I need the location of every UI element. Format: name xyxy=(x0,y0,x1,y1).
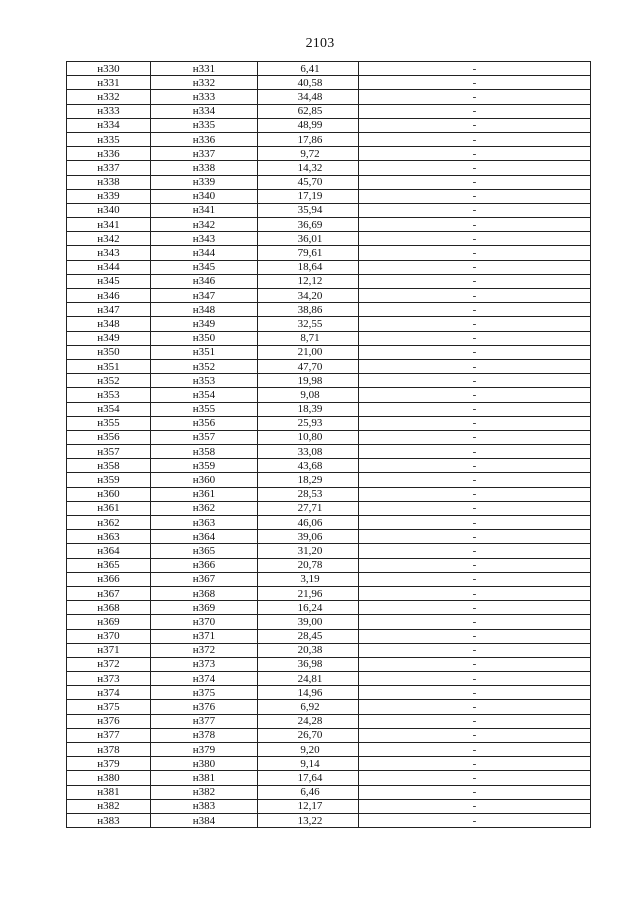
to-point-cell: н334 xyxy=(151,104,258,118)
distance-cell: 16,24 xyxy=(258,601,359,615)
from-point-cell: н362 xyxy=(67,516,151,530)
to-point-cell: н382 xyxy=(151,785,258,799)
to-point-cell: н347 xyxy=(151,289,258,303)
to-point-cell: н331 xyxy=(151,62,258,76)
note-cell: - xyxy=(359,672,591,686)
table-row xyxy=(67,544,591,558)
to-point-cell: н380 xyxy=(151,757,258,771)
to-point-cell: н344 xyxy=(151,246,258,260)
from-point-cell: н349 xyxy=(67,331,151,345)
table-row xyxy=(67,218,591,232)
from-point-cell: н368 xyxy=(67,601,151,615)
note-cell: - xyxy=(359,374,591,388)
table-row xyxy=(67,345,591,359)
table-row xyxy=(67,203,591,217)
to-point-cell: н353 xyxy=(151,374,258,388)
distance-cell: 46,06 xyxy=(258,516,359,530)
from-point-cell: н380 xyxy=(67,771,151,785)
to-point-cell: н352 xyxy=(151,359,258,373)
table-row xyxy=(67,643,591,657)
note-cell: - xyxy=(359,274,591,288)
to-point-cell: н354 xyxy=(151,388,258,402)
from-point-cell: н335 xyxy=(67,132,151,146)
table-row xyxy=(67,161,591,175)
from-point-cell: н334 xyxy=(67,118,151,132)
to-point-cell: н336 xyxy=(151,132,258,146)
note-cell: - xyxy=(359,430,591,444)
from-point-cell: н370 xyxy=(67,629,151,643)
from-point-cell: н381 xyxy=(67,785,151,799)
from-point-cell: н377 xyxy=(67,728,151,742)
note-cell: - xyxy=(359,147,591,161)
to-point-cell: н384 xyxy=(151,813,258,827)
note-cell: - xyxy=(359,303,591,317)
note-cell: - xyxy=(359,203,591,217)
table-row xyxy=(67,147,591,161)
distance-cell: 31,20 xyxy=(258,544,359,558)
distance-cell: 34,48 xyxy=(258,90,359,104)
distance-cell: 28,53 xyxy=(258,487,359,501)
note-cell: - xyxy=(359,700,591,714)
table-row xyxy=(67,516,591,530)
distance-cell: 21,96 xyxy=(258,586,359,600)
note-cell: - xyxy=(359,331,591,345)
note-cell: - xyxy=(359,643,591,657)
to-point-cell: н372 xyxy=(151,643,258,657)
to-point-cell: н357 xyxy=(151,430,258,444)
from-point-cell: н340 xyxy=(67,203,151,217)
table-row xyxy=(67,473,591,487)
table-row xyxy=(67,799,591,813)
distance-cell: 39,06 xyxy=(258,530,359,544)
note-cell: - xyxy=(359,189,591,203)
to-point-cell: н375 xyxy=(151,686,258,700)
note-cell: - xyxy=(359,743,591,757)
distance-cell: 18,29 xyxy=(258,473,359,487)
from-point-cell: н358 xyxy=(67,459,151,473)
distance-cell: 13,22 xyxy=(258,813,359,827)
to-point-cell: н337 xyxy=(151,147,258,161)
from-point-cell: н332 xyxy=(67,90,151,104)
table-row xyxy=(67,402,591,416)
from-point-cell: н363 xyxy=(67,530,151,544)
distance-cell: 6,46 xyxy=(258,785,359,799)
to-point-cell: н373 xyxy=(151,657,258,671)
table-row xyxy=(67,232,591,246)
note-cell: - xyxy=(359,118,591,132)
from-point-cell: н346 xyxy=(67,289,151,303)
note-cell: - xyxy=(359,289,591,303)
note-cell: - xyxy=(359,416,591,430)
from-point-cell: н350 xyxy=(67,345,151,359)
distance-cell: 18,64 xyxy=(258,260,359,274)
table-row xyxy=(67,331,591,345)
to-point-cell: н350 xyxy=(151,331,258,345)
table-row xyxy=(67,76,591,90)
note-cell: - xyxy=(359,388,591,402)
table-row xyxy=(67,445,591,459)
table-row xyxy=(67,90,591,104)
from-point-cell: н366 xyxy=(67,572,151,586)
to-point-cell: н346 xyxy=(151,274,258,288)
note-cell: - xyxy=(359,757,591,771)
table-row xyxy=(67,700,591,714)
from-point-cell: н353 xyxy=(67,388,151,402)
to-point-cell: н351 xyxy=(151,345,258,359)
distance-cell: 25,93 xyxy=(258,416,359,430)
to-point-cell: н366 xyxy=(151,558,258,572)
distance-cell: 21,00 xyxy=(258,345,359,359)
note-cell: - xyxy=(359,246,591,260)
table-row xyxy=(67,487,591,501)
to-point-cell: н365 xyxy=(151,544,258,558)
to-point-cell: н377 xyxy=(151,714,258,728)
from-point-cell: н365 xyxy=(67,558,151,572)
note-cell: - xyxy=(359,132,591,146)
table-row xyxy=(67,246,591,260)
table-row xyxy=(67,757,591,771)
note-cell: - xyxy=(359,359,591,373)
table-row xyxy=(67,175,591,189)
note-cell: - xyxy=(359,459,591,473)
from-point-cell: н344 xyxy=(67,260,151,274)
to-point-cell: н356 xyxy=(151,416,258,430)
from-point-cell: н383 xyxy=(67,813,151,827)
distance-cell: 18,39 xyxy=(258,402,359,416)
to-point-cell: н376 xyxy=(151,700,258,714)
note-cell: - xyxy=(359,558,591,572)
table-row xyxy=(67,274,591,288)
distance-cell: 17,19 xyxy=(258,189,359,203)
distance-cell: 35,94 xyxy=(258,203,359,217)
table-row xyxy=(67,317,591,331)
from-point-cell: н374 xyxy=(67,686,151,700)
to-point-cell: н368 xyxy=(151,586,258,600)
distance-cell: 40,58 xyxy=(258,76,359,90)
distance-cell: 38,86 xyxy=(258,303,359,317)
distance-cell: 6,41 xyxy=(258,62,359,76)
distance-cell: 62,85 xyxy=(258,104,359,118)
table-row xyxy=(67,62,591,76)
to-point-cell: н345 xyxy=(151,260,258,274)
distance-cell: 39,00 xyxy=(258,615,359,629)
note-cell: - xyxy=(359,161,591,175)
table-row xyxy=(67,601,591,615)
to-point-cell: н359 xyxy=(151,459,258,473)
table-body xyxy=(67,62,591,828)
to-point-cell: н379 xyxy=(151,743,258,757)
distance-cell: 45,70 xyxy=(258,175,359,189)
note-cell: - xyxy=(359,402,591,416)
to-point-cell: н370 xyxy=(151,615,258,629)
distance-cell: 14,96 xyxy=(258,686,359,700)
to-point-cell: н358 xyxy=(151,445,258,459)
to-point-cell: н369 xyxy=(151,601,258,615)
table-row xyxy=(67,132,591,146)
distance-cell: 12,17 xyxy=(258,799,359,813)
from-point-cell: н354 xyxy=(67,402,151,416)
note-cell: - xyxy=(359,544,591,558)
from-point-cell: н367 xyxy=(67,586,151,600)
distance-cell: 28,45 xyxy=(258,629,359,643)
table-row xyxy=(67,785,591,799)
table-row xyxy=(67,629,591,643)
from-point-cell: н345 xyxy=(67,274,151,288)
note-cell: - xyxy=(359,487,591,501)
distance-cell: 9,72 xyxy=(258,147,359,161)
note-cell: - xyxy=(359,714,591,728)
distance-cell: 3,19 xyxy=(258,572,359,586)
table-row xyxy=(67,289,591,303)
to-point-cell: н364 xyxy=(151,530,258,544)
from-point-cell: н364 xyxy=(67,544,151,558)
table-row xyxy=(67,728,591,742)
table-row xyxy=(67,303,591,317)
table-row xyxy=(67,714,591,728)
to-point-cell: н361 xyxy=(151,487,258,501)
to-point-cell: н342 xyxy=(151,218,258,232)
from-point-cell: н360 xyxy=(67,487,151,501)
to-point-cell: н341 xyxy=(151,203,258,217)
from-point-cell: н347 xyxy=(67,303,151,317)
note-cell: - xyxy=(359,601,591,615)
to-point-cell: н338 xyxy=(151,161,258,175)
note-cell: - xyxy=(359,345,591,359)
table-row xyxy=(67,374,591,388)
from-point-cell: н338 xyxy=(67,175,151,189)
from-point-cell: н357 xyxy=(67,445,151,459)
note-cell: - xyxy=(359,90,591,104)
distance-cell: 17,86 xyxy=(258,132,359,146)
table-row xyxy=(67,430,591,444)
to-point-cell: н355 xyxy=(151,402,258,416)
to-point-cell: н348 xyxy=(151,303,258,317)
distance-cell: 26,70 xyxy=(258,728,359,742)
distance-cell: 36,01 xyxy=(258,232,359,246)
to-point-cell: н339 xyxy=(151,175,258,189)
note-cell: - xyxy=(359,516,591,530)
to-point-cell: н332 xyxy=(151,76,258,90)
note-cell: - xyxy=(359,501,591,515)
from-point-cell: н373 xyxy=(67,672,151,686)
from-point-cell: н352 xyxy=(67,374,151,388)
distance-cell: 27,71 xyxy=(258,501,359,515)
table-row xyxy=(67,189,591,203)
from-point-cell: н369 xyxy=(67,615,151,629)
table-row xyxy=(67,459,591,473)
note-cell: - xyxy=(359,232,591,246)
distance-cell: 24,81 xyxy=(258,672,359,686)
from-point-cell: н355 xyxy=(67,416,151,430)
from-point-cell: н342 xyxy=(67,232,151,246)
page-number: 2103 xyxy=(305,36,335,51)
note-cell: - xyxy=(359,76,591,90)
distance-cell: 9,08 xyxy=(258,388,359,402)
from-point-cell: н339 xyxy=(67,189,151,203)
note-cell: - xyxy=(359,728,591,742)
table-row xyxy=(67,104,591,118)
note-cell: - xyxy=(359,572,591,586)
from-point-cell: н348 xyxy=(67,317,151,331)
note-cell: - xyxy=(359,813,591,827)
from-point-cell: н331 xyxy=(67,76,151,90)
distance-cell: 33,08 xyxy=(258,445,359,459)
table-row xyxy=(67,586,591,600)
from-point-cell: н371 xyxy=(67,643,151,657)
distance-cell: 48,99 xyxy=(258,118,359,132)
from-point-cell: н382 xyxy=(67,799,151,813)
to-point-cell: н371 xyxy=(151,629,258,643)
note-cell: - xyxy=(359,799,591,813)
note-cell: - xyxy=(359,445,591,459)
to-point-cell: н363 xyxy=(151,516,258,530)
to-point-cell: н335 xyxy=(151,118,258,132)
from-point-cell: н337 xyxy=(67,161,151,175)
to-point-cell: н340 xyxy=(151,189,258,203)
note-cell: - xyxy=(359,473,591,487)
table-row xyxy=(67,118,591,132)
table-row xyxy=(67,260,591,274)
table-row xyxy=(67,657,591,671)
distance-cell: 14,32 xyxy=(258,161,359,175)
note-cell: - xyxy=(359,785,591,799)
note-cell: - xyxy=(359,530,591,544)
table-row xyxy=(67,501,591,515)
table-row xyxy=(67,672,591,686)
note-cell: - xyxy=(359,686,591,700)
distance-cell: 17,64 xyxy=(258,771,359,785)
distance-cell: 24,28 xyxy=(258,714,359,728)
table-row xyxy=(67,813,591,827)
from-point-cell: н333 xyxy=(67,104,151,118)
to-point-cell: н367 xyxy=(151,572,258,586)
from-point-cell: н379 xyxy=(67,757,151,771)
note-cell: - xyxy=(359,260,591,274)
distance-cell: 36,98 xyxy=(258,657,359,671)
distance-cell: 47,70 xyxy=(258,359,359,373)
table-row xyxy=(67,615,591,629)
from-point-cell: н343 xyxy=(67,246,151,260)
note-cell: - xyxy=(359,771,591,785)
note-cell: - xyxy=(359,615,591,629)
distance-cell: 32,55 xyxy=(258,317,359,331)
from-point-cell: н336 xyxy=(67,147,151,161)
from-point-cell: н372 xyxy=(67,657,151,671)
table-row xyxy=(67,572,591,586)
from-point-cell: н341 xyxy=(67,218,151,232)
distance-cell: 20,38 xyxy=(258,643,359,657)
from-point-cell: н376 xyxy=(67,714,151,728)
note-cell: - xyxy=(359,586,591,600)
distance-cell: 10,80 xyxy=(258,430,359,444)
to-point-cell: н383 xyxy=(151,799,258,813)
from-point-cell: н378 xyxy=(67,743,151,757)
note-cell: - xyxy=(359,317,591,331)
table-row xyxy=(67,416,591,430)
note-cell: - xyxy=(359,218,591,232)
table-row xyxy=(67,771,591,785)
table-row xyxy=(67,530,591,544)
note-cell: - xyxy=(359,62,591,76)
distance-cell: 9,14 xyxy=(258,757,359,771)
distance-cell: 12,12 xyxy=(258,274,359,288)
to-point-cell: н362 xyxy=(151,501,258,515)
distance-cell: 19,98 xyxy=(258,374,359,388)
to-point-cell: н349 xyxy=(151,317,258,331)
distance-cell: 9,20 xyxy=(258,743,359,757)
from-point-cell: н361 xyxy=(67,501,151,515)
to-point-cell: н333 xyxy=(151,90,258,104)
distance-cell: 20,78 xyxy=(258,558,359,572)
note-cell: - xyxy=(359,104,591,118)
distance-cell: 6,92 xyxy=(258,700,359,714)
from-point-cell: н356 xyxy=(67,430,151,444)
note-cell: - xyxy=(359,657,591,671)
boundary-points-table xyxy=(66,61,591,828)
table-row xyxy=(67,558,591,572)
to-point-cell: н378 xyxy=(151,728,258,742)
table-row xyxy=(67,359,591,373)
table-row xyxy=(67,743,591,757)
note-cell: - xyxy=(359,629,591,643)
from-point-cell: н351 xyxy=(67,359,151,373)
distance-cell: 79,61 xyxy=(258,246,359,260)
to-point-cell: н374 xyxy=(151,672,258,686)
to-point-cell: н360 xyxy=(151,473,258,487)
distance-cell: 8,71 xyxy=(258,331,359,345)
table-row xyxy=(67,388,591,402)
distance-cell: 36,69 xyxy=(258,218,359,232)
note-cell: - xyxy=(359,175,591,189)
from-point-cell: н359 xyxy=(67,473,151,487)
from-point-cell: н375 xyxy=(67,700,151,714)
to-point-cell: н343 xyxy=(151,232,258,246)
distance-cell: 34,20 xyxy=(258,289,359,303)
table-row xyxy=(67,686,591,700)
from-point-cell: н330 xyxy=(67,62,151,76)
distance-cell: 43,68 xyxy=(258,459,359,473)
to-point-cell: н381 xyxy=(151,771,258,785)
